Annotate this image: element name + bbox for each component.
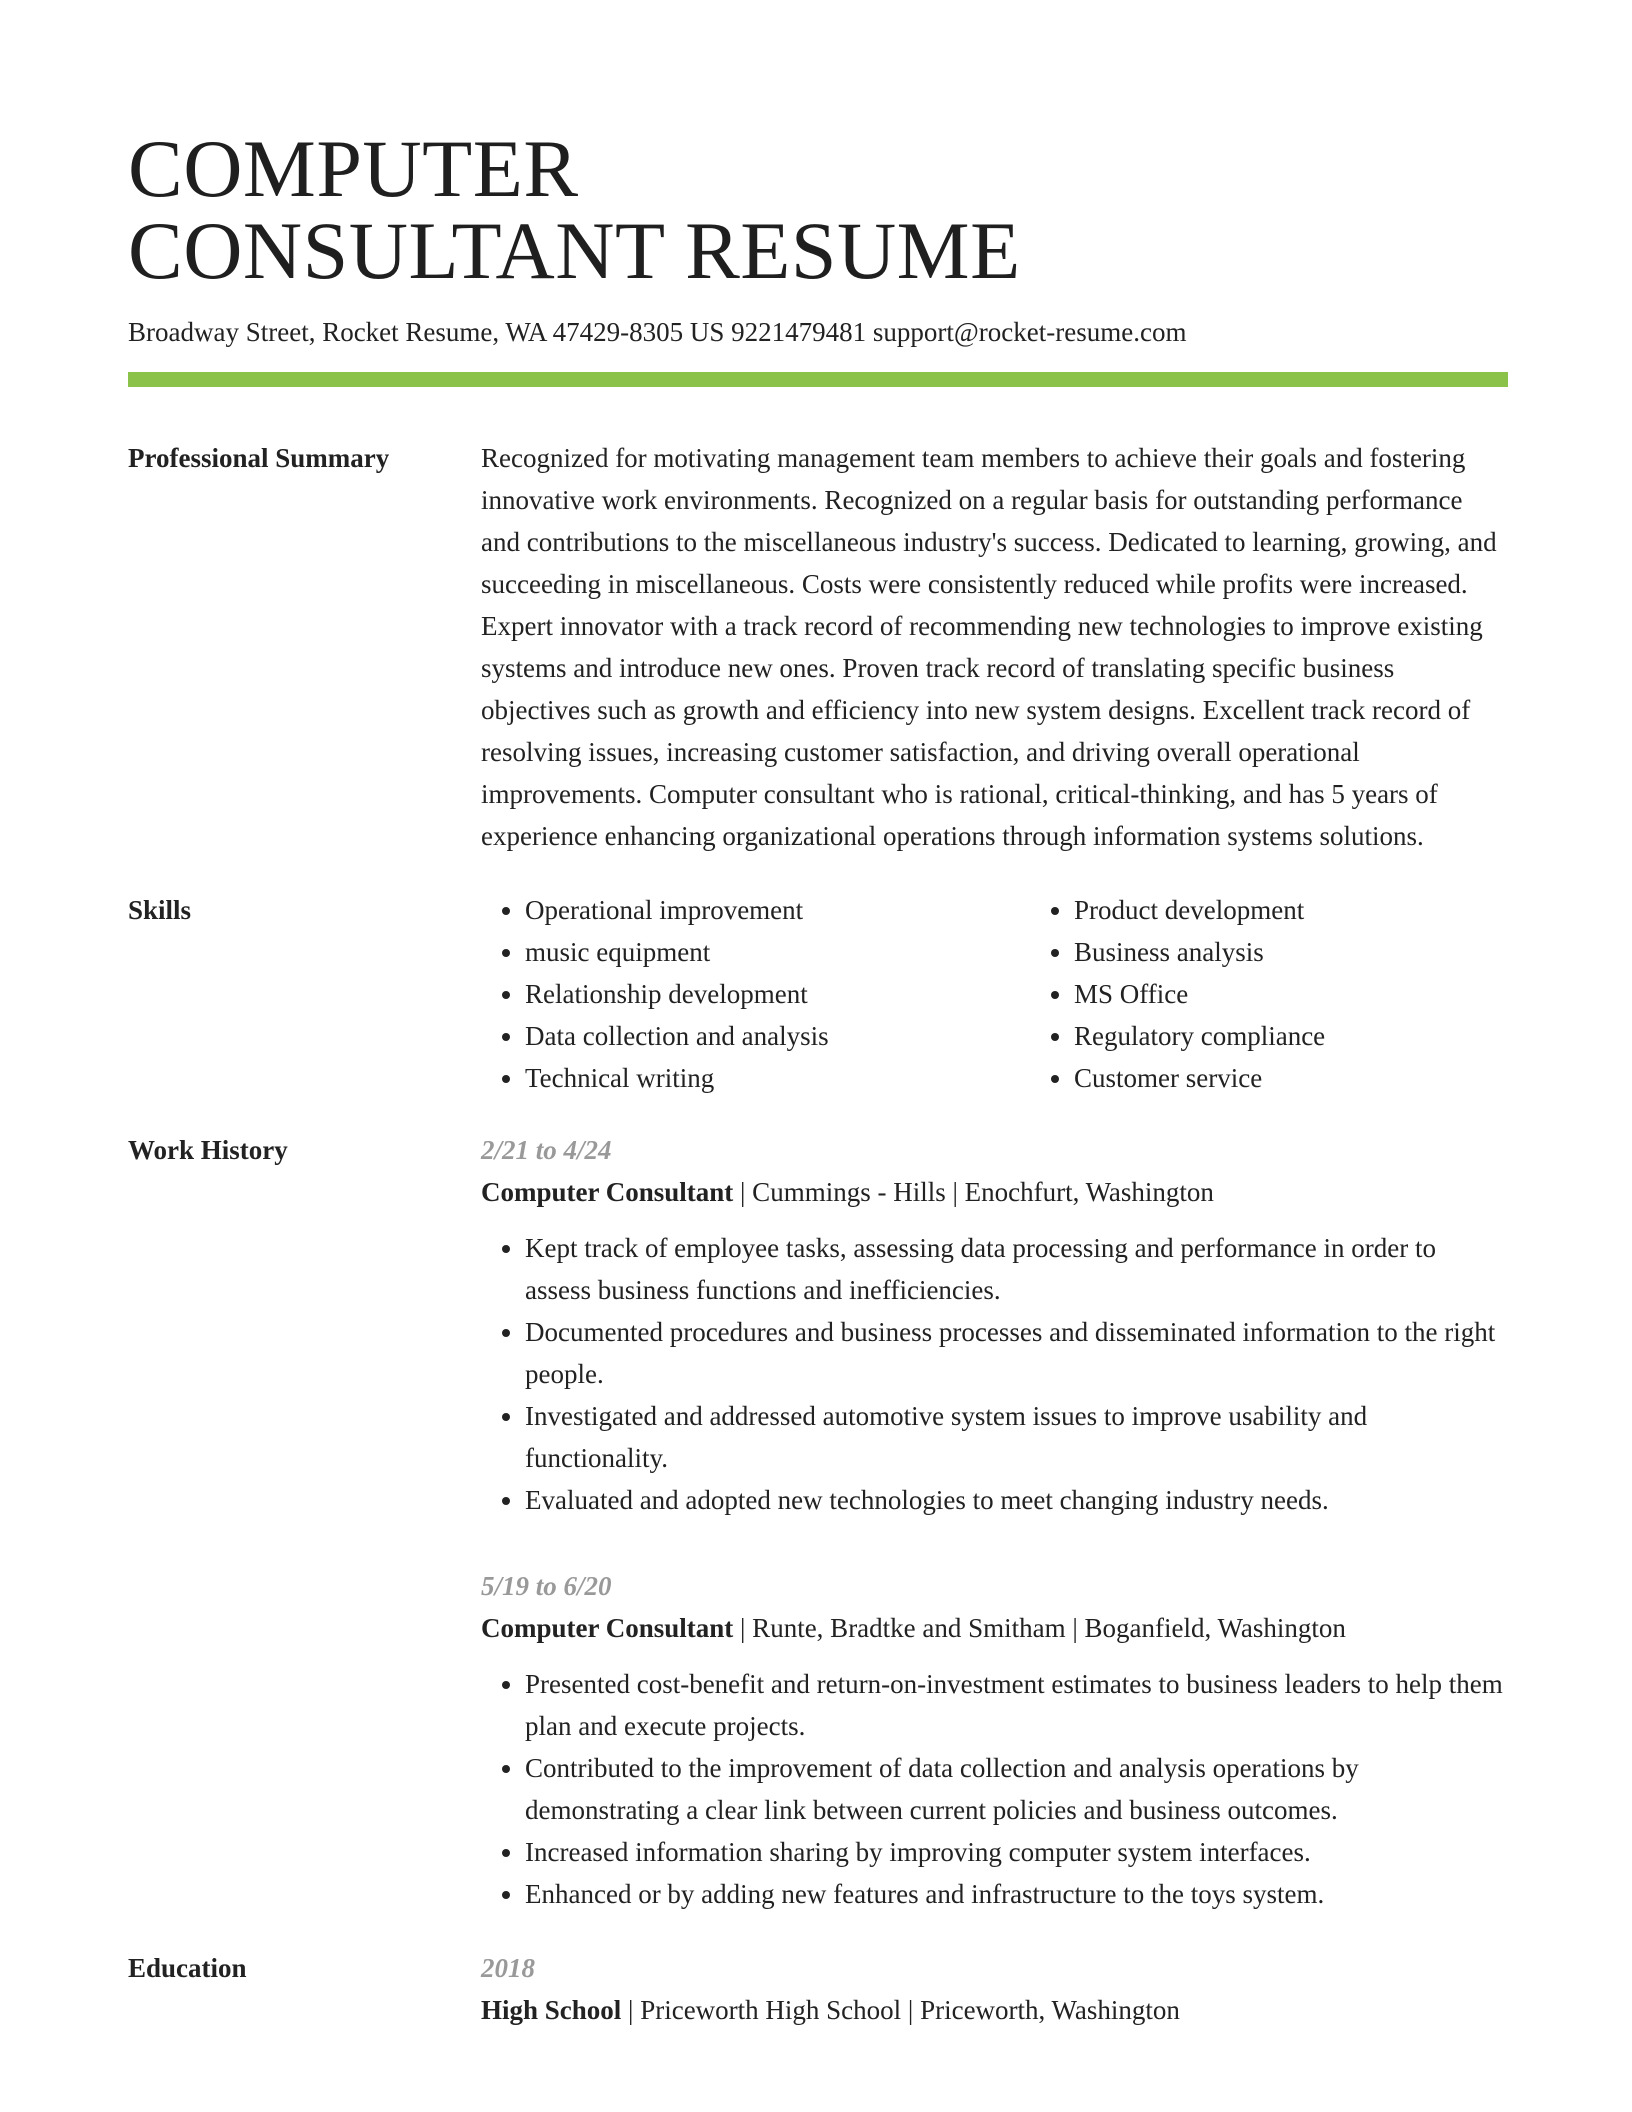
skill-item: • Data collection and analysis bbox=[525, 1015, 1030, 1057]
skill-item: • Operational improvement bbox=[525, 889, 1030, 931]
skills-list-right bbox=[1030, 889, 1579, 1099]
job-bullet: • Evaluated and adopted new technologies to meet changing industry needs. bbox=[525, 1479, 1508, 1521]
title-line-1: COMPUTER bbox=[128, 123, 579, 214]
contact-info: Broadway Street, Rocket Resume, WA 47429-8305 US 9221479481 support@rocket-resume.com bbox=[128, 317, 1187, 347]
job-bullets bbox=[481, 1663, 1508, 1915]
job-bullet: • Contributed to the improvement of data collection and analysis operations by demonstrating a clear link between current policies and business outcomes. bbox=[525, 1747, 1508, 1831]
job-bullet: • Documented procedures and business processes and disseminated information to the right people. bbox=[525, 1311, 1508, 1395]
skill-item: • MS Office bbox=[1074, 973, 1579, 1015]
section-label-summary: Professional Summary bbox=[128, 443, 390, 473]
job-bullets bbox=[481, 1227, 1508, 1521]
section-label-skills: Skills bbox=[128, 895, 192, 925]
job-title: Computer Consultant bbox=[481, 1177, 734, 1207]
resume-title bbox=[128, 123, 1508, 296]
education-body bbox=[481, 1947, 1508, 2031]
skill-item: • Product development bbox=[1074, 889, 1579, 931]
job-bullet: • Presented cost-benefit and return-on-investment estimates to business leaders to help them plan and execute projects. bbox=[525, 1663, 1508, 1747]
education-section bbox=[128, 1947, 1508, 2031]
resume-page bbox=[128, 123, 1508, 2031]
skill-item: • music equipment bbox=[525, 931, 1030, 973]
section-label-education: Education bbox=[128, 1953, 247, 1983]
education-details: | Priceworth High School | Priceworth, Washington bbox=[621, 1995, 1180, 2025]
education-heading bbox=[481, 1989, 1508, 2031]
work-history-section bbox=[128, 1129, 1508, 1915]
job-entry bbox=[481, 1129, 1508, 1521]
skill-item: • Regulatory compliance bbox=[1074, 1015, 1579, 1057]
job-bullet: • Enhanced or by adding new features and infrastructure to the toys system. bbox=[525, 1873, 1508, 1915]
skills-list-left bbox=[481, 889, 1030, 1099]
job-dates: 2/21 to 4/24 bbox=[481, 1135, 612, 1165]
accent-divider bbox=[128, 372, 1508, 387]
job-bullet: • Increased information sharing by improving computer system interfaces. bbox=[525, 1831, 1508, 1873]
section-label-work: Work History bbox=[128, 1135, 288, 1165]
education-degree: High School bbox=[481, 1995, 622, 2025]
job-details: | Runte, Bradtke and Smitham | Boganfield, Washington bbox=[733, 1613, 1346, 1643]
summary-text: Recognized for motivating management team members to achieve their goals and fostering innovative work environments. Recognized on a regular basis for outstanding performance and contributions to the miscellaneous industry's success. Dedicated to learning, growing, and succeeding in miscellaneous. Costs were consistently reduced while profits were increased. Expert innovator with a track record of recommending new technologies to improve existing systems and introduce new ones. Proven track record of translating specific business objectives such as growth and efficiency into new system designs. Excellent track record of resolving issues, increasing customer satisfaction, and driving overall operational improvements. Computer consultant who is rational, critical-thinking, and has 5 years of experience enhancing organizational operations through information systems solutions. bbox=[481, 443, 1497, 851]
professional-summary-section bbox=[128, 437, 1508, 857]
summary-body bbox=[481, 437, 1508, 857]
skills-section bbox=[128, 889, 1508, 1099]
skill-item: • Customer service bbox=[1074, 1057, 1579, 1099]
job-bullet: • Kept track of employee tasks, assessing data processing and performance in order to assess business functions and inefficiencies. bbox=[525, 1227, 1508, 1311]
education-year: 2018 bbox=[481, 1953, 535, 1983]
skill-item: • Technical writing bbox=[525, 1057, 1030, 1099]
job-heading bbox=[481, 1607, 1508, 1649]
job-heading bbox=[481, 1171, 1508, 1213]
skill-item: • Relationship development bbox=[525, 973, 1030, 1015]
title-line-2: CONSULTANT RESUME bbox=[128, 205, 1021, 296]
job-dates: 5/19 to 6/20 bbox=[481, 1571, 612, 1601]
skills-columns bbox=[481, 889, 1579, 1099]
skill-item: • Business analysis bbox=[1074, 931, 1579, 973]
work-body bbox=[481, 1129, 1508, 1915]
job-entry bbox=[481, 1565, 1508, 1915]
job-title: Computer Consultant bbox=[481, 1613, 734, 1643]
job-details: | Cummings - Hills | Enochfurt, Washington bbox=[733, 1177, 1214, 1207]
job-bullet: • Investigated and addressed automotive system issues to improve usability and functionality. bbox=[525, 1395, 1508, 1479]
